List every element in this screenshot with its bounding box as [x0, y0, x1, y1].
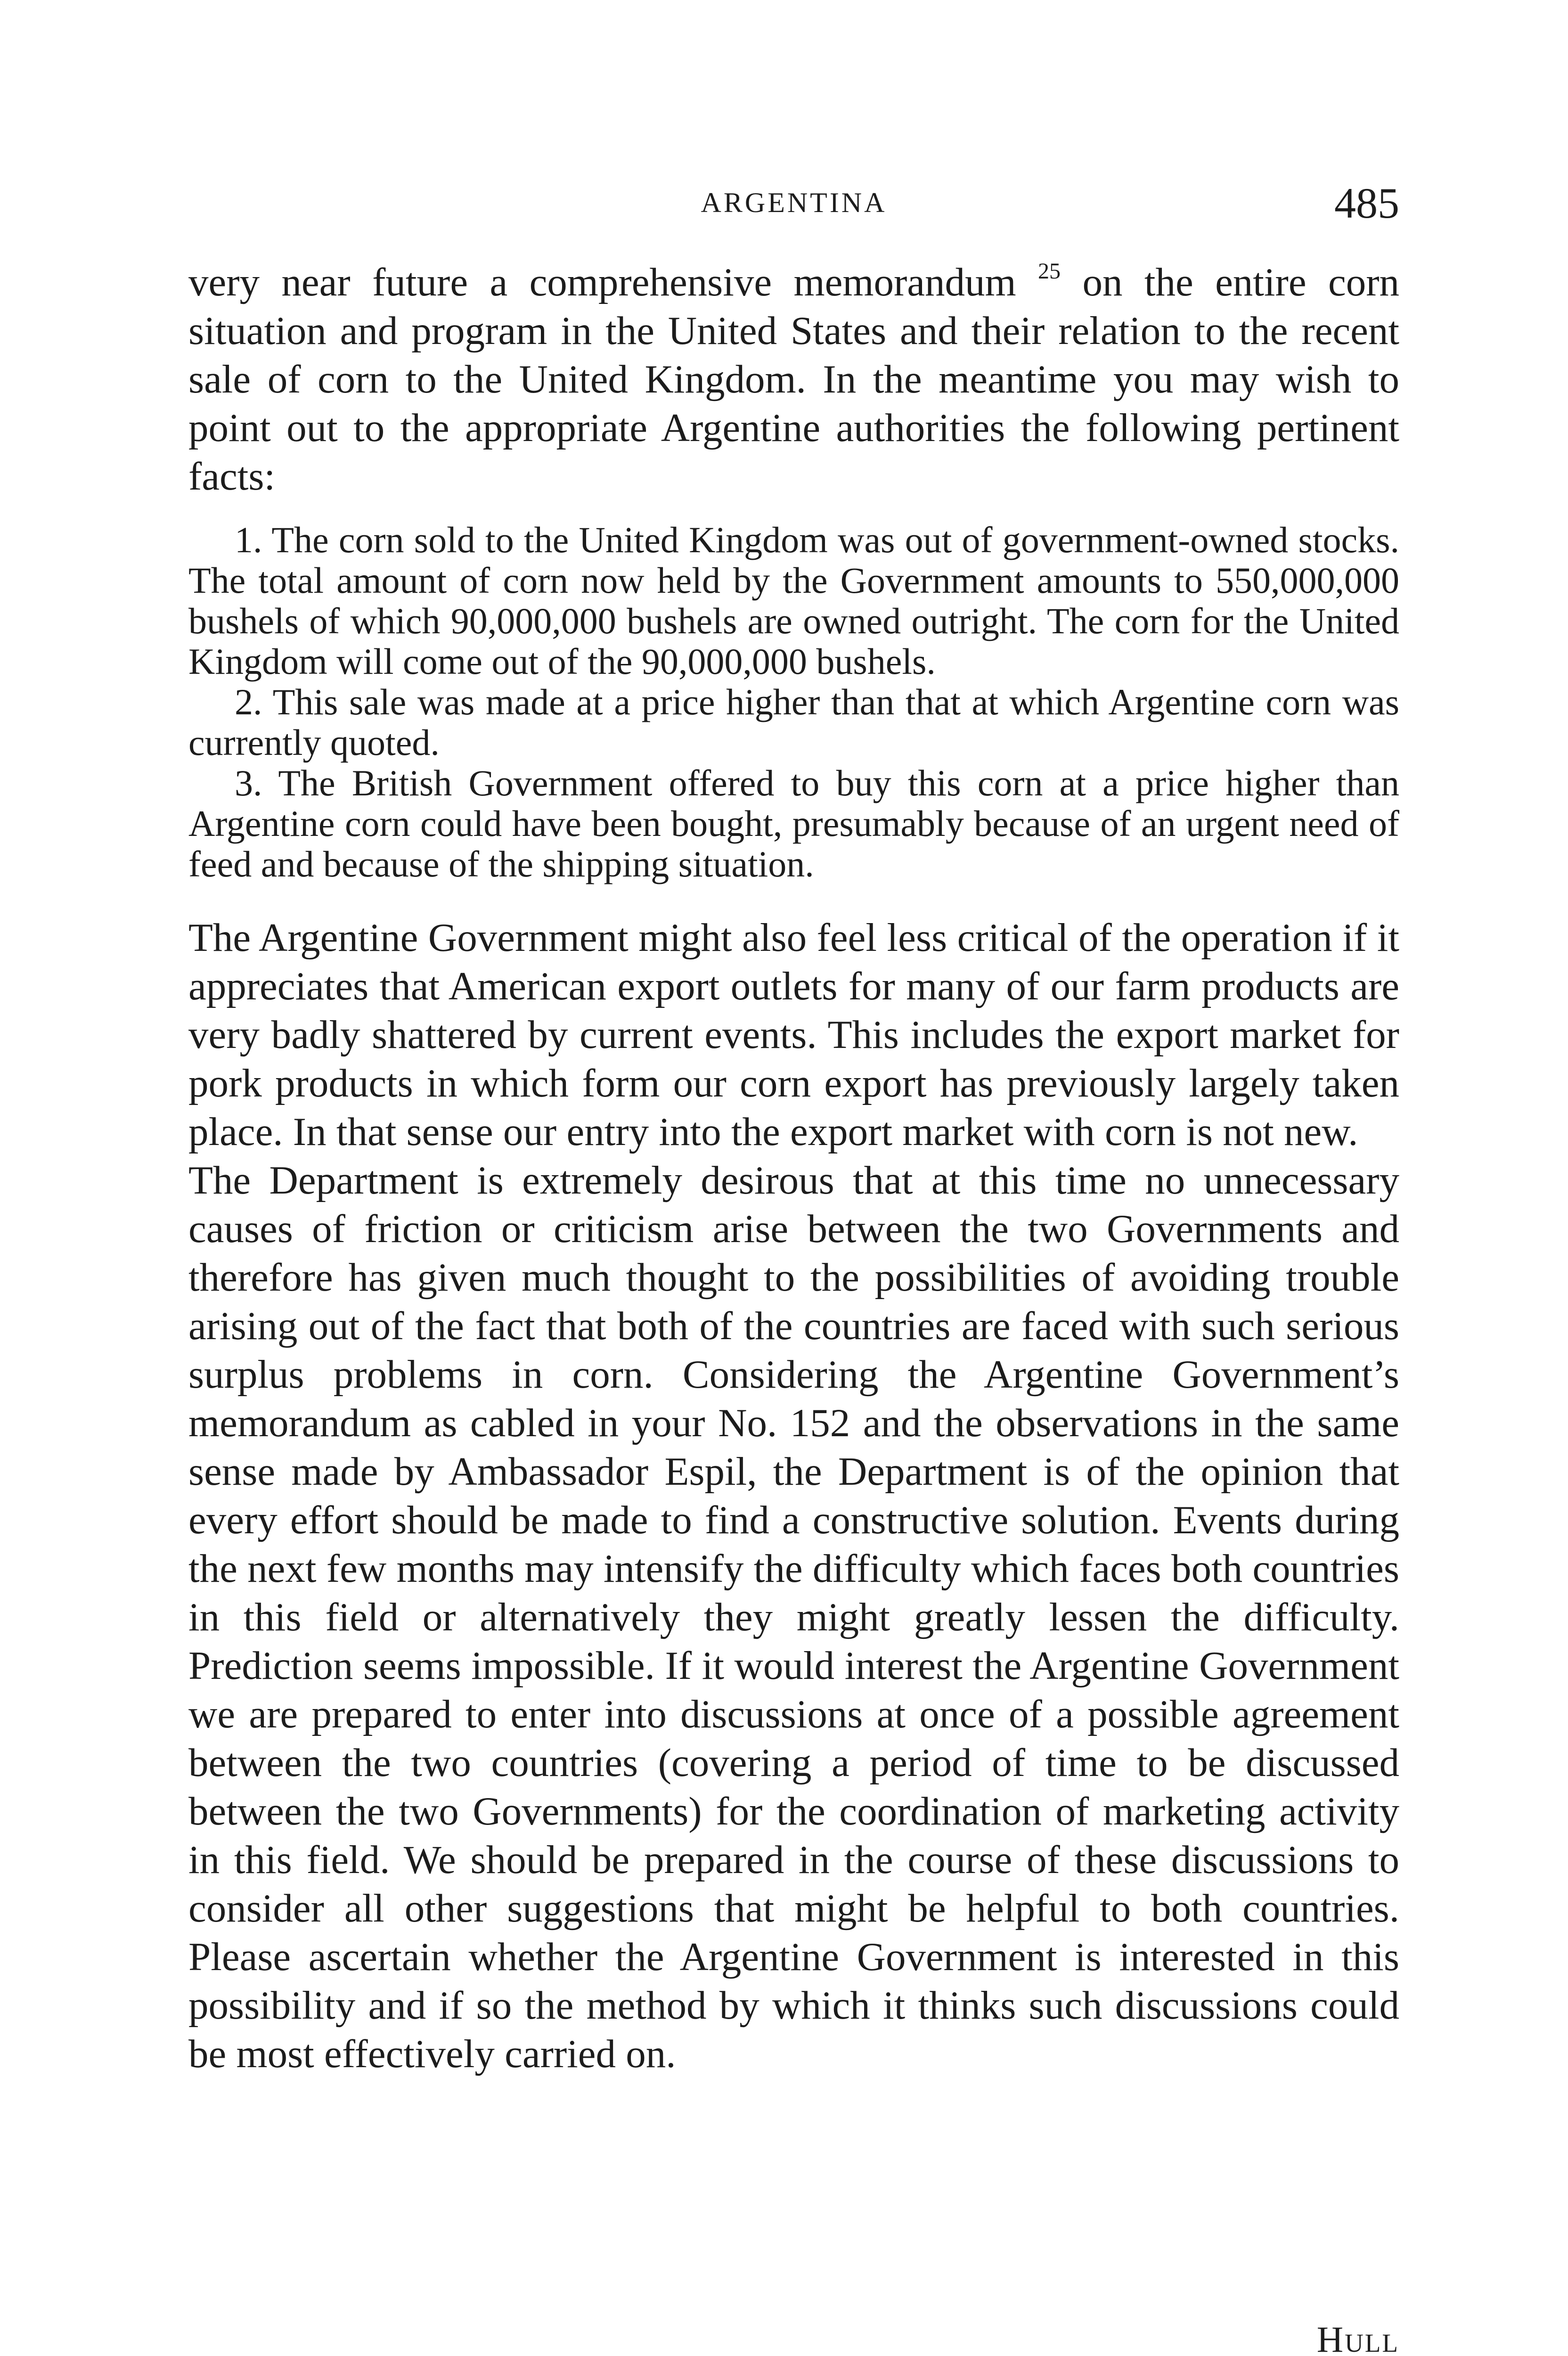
paragraph-export-outlets: The Argentine Government might also feel less critical of the operation if it appreciates that American export outlets for many of our farm products are very badly shattered by current events. This includes the export market for pork products in which form our corn export has previously largely taken place. In that sense our entry into the export market with corn is not new.	[188, 916, 1399, 1154]
signature: Hull	[1316, 2319, 1399, 2356]
footnote-reference: 25	[1038, 259, 1061, 284]
paragraph-intro-text: very near future a comprehensive memorandum	[188, 260, 1016, 304]
paragraph-department: The Department is extremely desirous that at this time no unnecessary causes of friction or criticism arise between the two Governments and therefore has given much thought to the possibilities of avoiding trouble arising out of the fact that both of the countries are faced with such serious surplus problems in corn. Considering the Argentine Government’s memorandum as cabled in your No. 152 and the observations in the same sense made by Ambassador Espil, the Department is of the opinion that every effort should be made to find a constructive solution. Events during the next few months may intensify the difficulty which faces both countries in this field or alternatively they might greatly lessen the difficulty. Prediction seems impossible. If it would interest the Argentine Government we are prepared to enter into discussions at once of a possible agreement between the two countries (covering a period of time to be discussed between the two Governments) for the coordination of marketing activity in this field. We should be prepared in the course of these discussions to consider all other suggestions that might be helpful to both countries. Please ascertain whether the Argentine Government is interested in this possibility and if so the method by which it thinks such discussions could be most effectively carried on.	[188, 1158, 1399, 2076]
facts-list	[188, 520, 1399, 884]
running-head: ARGENTINA	[701, 187, 887, 218]
document-body	[188, 258, 1399, 2078]
page-header	[188, 178, 1399, 230]
paragraph-intro-rest: on the entire corn situation and program in the United States and their relation to the recent sale of corn to the United Kingdom. In the meantime you may wish to point out to the appropriate Argentine authorities the following pertinent facts:	[188, 260, 1400, 499]
list-item: 1. The corn sold to the United Kingdom was out of government-owned stocks. The total amount of corn now held by the Government amounts to 550,000,000 bushels of which 90,000,000 bushels are owned outright. The corn for the United Kingdom will come out of the 90,000,000 bushels.	[188, 519, 1399, 682]
list-item: 2. This sale was made at a price higher than that at which Argentine corn was currently quoted.	[188, 681, 1399, 763]
paragraph-intro	[188, 258, 1399, 501]
page-number: 485	[1334, 179, 1399, 227]
list-item: 3. The British Government offered to buy this corn at a price higher than Argentine corn could have been bought, presumably because of an urgent need of feed and because of the shipping situation.	[188, 762, 1399, 884]
